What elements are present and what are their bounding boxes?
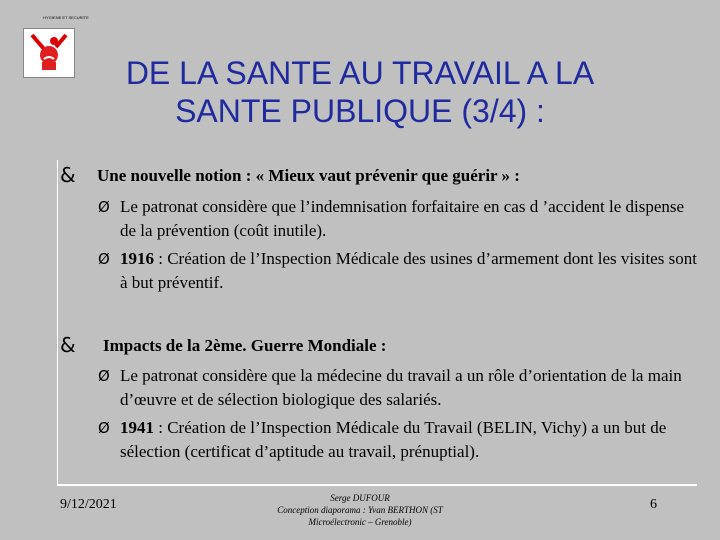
title-line-2: SANTE PUBLIQUE (3/4) : [175, 93, 545, 129]
slide-title [62, 54, 658, 130]
arrow-icon: Ø [98, 250, 110, 268]
arrow-icon: Ø [98, 419, 110, 437]
arrow-icon: Ø [98, 367, 110, 385]
logo-text: HYGIENE ET SECURITE [43, 15, 89, 20]
bullet-text: Le patronat considère que l’indemnisation forfaitaire en cas d ’accident le dispense de la prévention (coût inutile). [120, 197, 685, 240]
bullet-text: : Création de l’Inspection Médicale du Travail (BELIN, Vichy) a un but de sélection (certificat d’aptitude au travail, prénuptial). [120, 418, 667, 461]
section-2-icon: & [60, 333, 76, 357]
bullet-year: 1916 [120, 249, 154, 268]
horizontal-rule [57, 484, 697, 486]
section-1-bullet-2 [98, 247, 698, 295]
bullet-year: 1941 [120, 418, 154, 437]
section-2-bullet-1 [98, 364, 698, 412]
bullet-text: : Création de l’Inspection Médicale des usines d’armement dont les visites sont à but préventif. [120, 249, 697, 292]
vertical-rule [57, 160, 58, 485]
section-2-bullet-2 [98, 416, 698, 464]
section-1-heading: Une nouvelle notion : « Mieux vaut prévenir que guérir » : [97, 166, 520, 185]
page-number: 6 [650, 497, 657, 512]
section-1-icon: & [60, 163, 76, 187]
section-2-heading: Impacts de la 2ème. Guerre Mondiale : [103, 336, 387, 355]
arrow-icon: Ø [98, 198, 110, 216]
footer-author: Serge DUFOUR Conception diaporama : Yvan BERTHON (ST Microélectronic – Grenoble) [277, 493, 443, 527]
footer-date: 9/12/2021 [60, 497, 117, 512]
title-line-1: DE LA SANTE AU TRAVAIL A LA [125, 55, 595, 91]
section-1-bullet-1 [98, 195, 698, 243]
bullet-text: Le patronat considère que la médecine du travail a un rôle d’orientation de la main d’œuvre et de sélection biologique des salariés. [120, 366, 682, 409]
